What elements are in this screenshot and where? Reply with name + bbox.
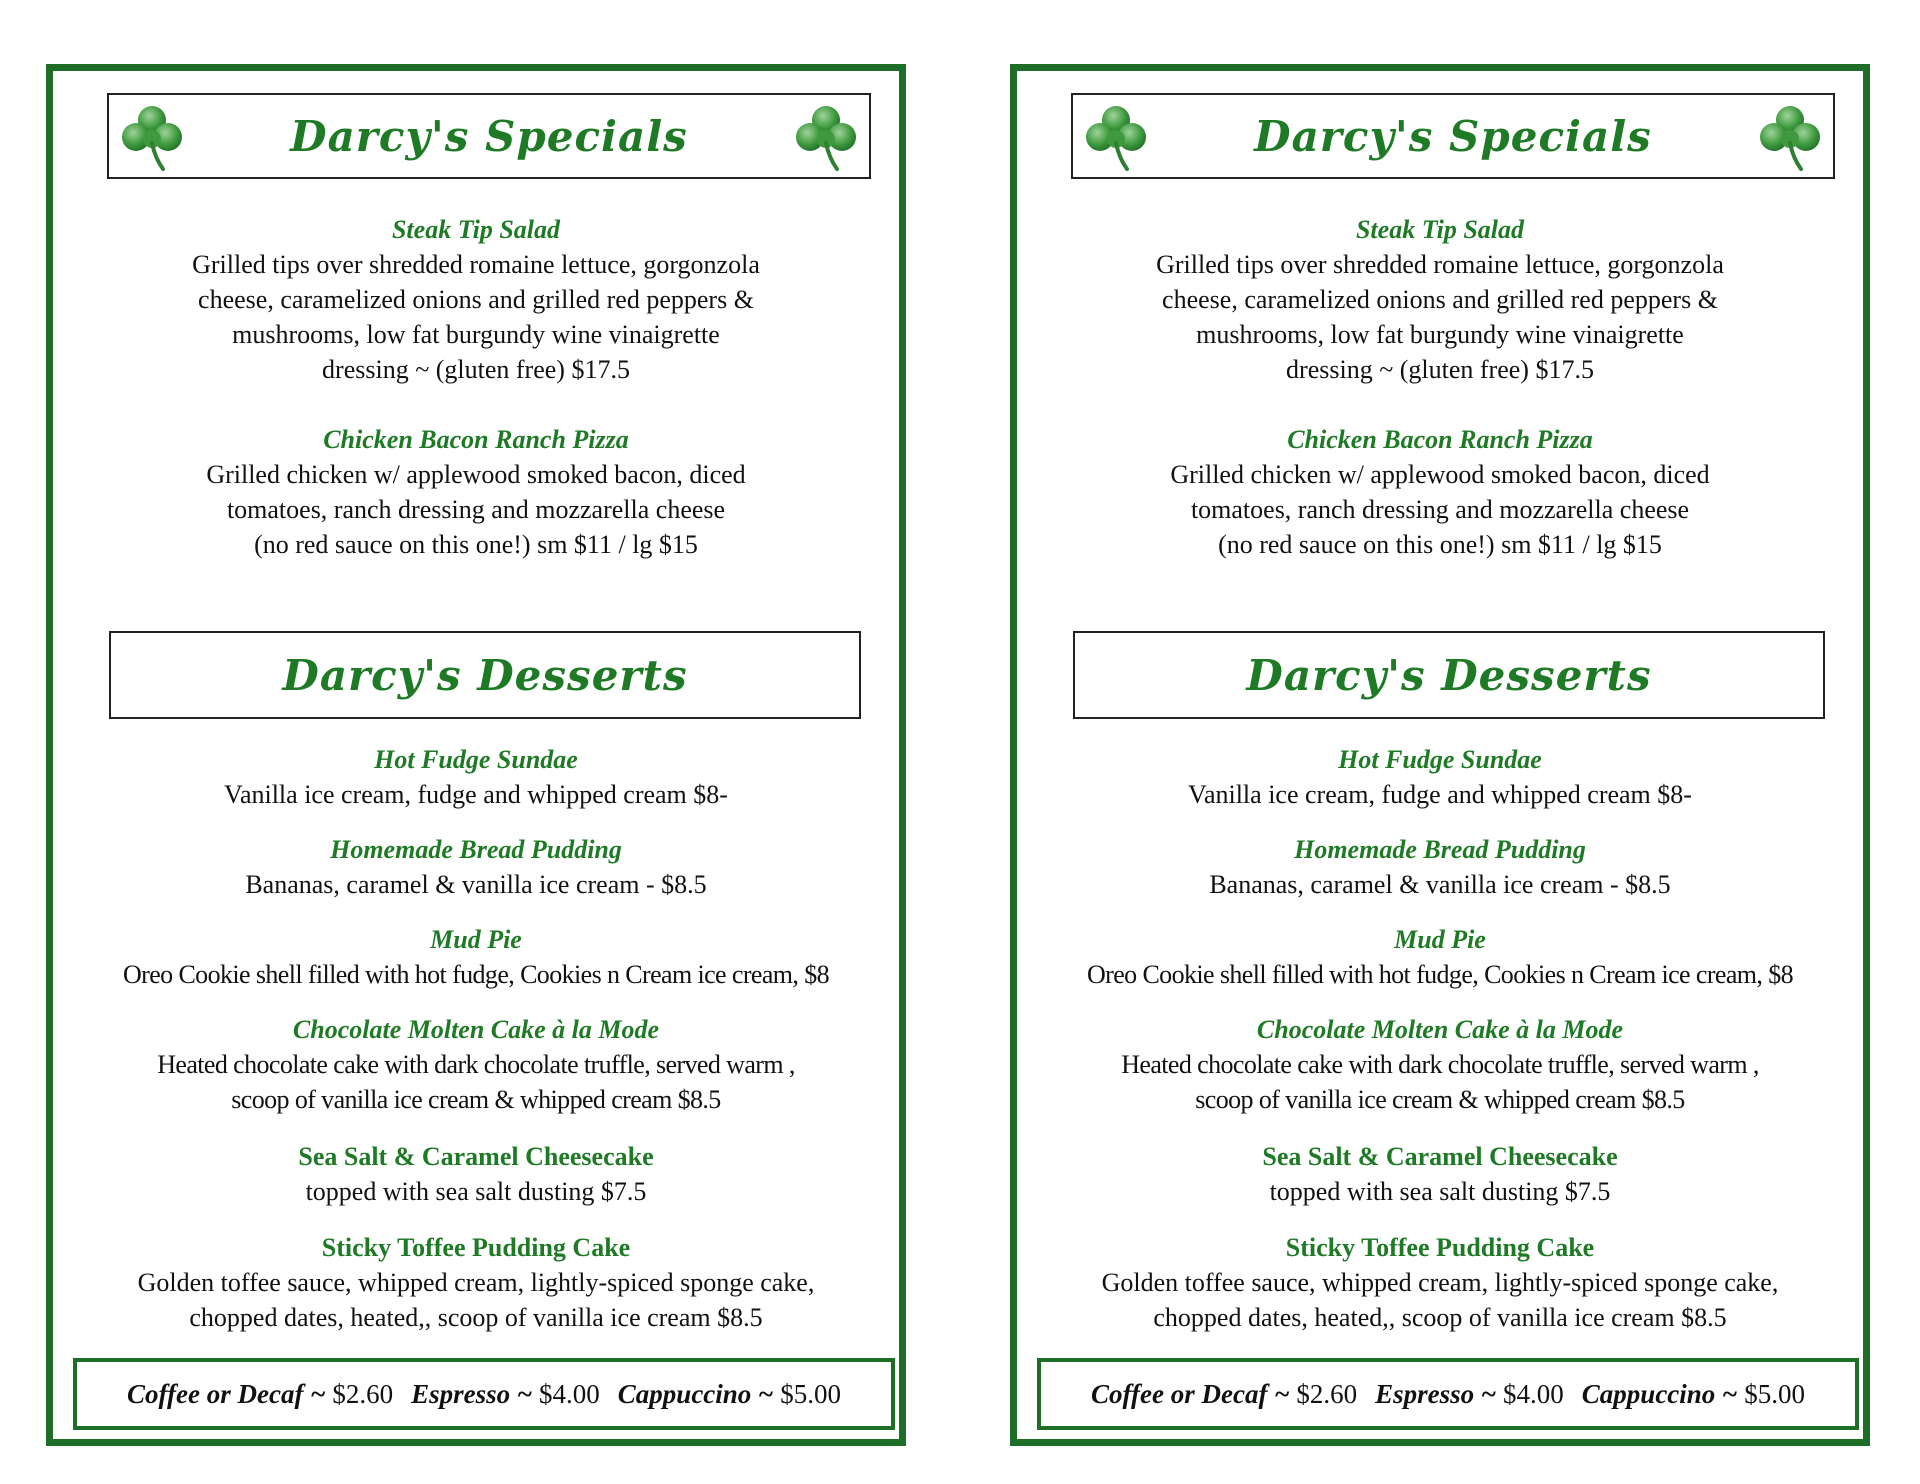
espresso-label: Espresso ~ xyxy=(411,1378,533,1409)
menu-panel-right xyxy=(1010,64,1870,1446)
menu-panel-left xyxy=(46,64,906,1446)
specials-title-box xyxy=(107,93,871,179)
dessert-item-name: Sticky Toffee Pudding Cake xyxy=(1285,1233,1595,1262)
dessert-item-name: Mud Pie xyxy=(430,925,522,954)
desserts-title: Darcy's Desserts xyxy=(1246,650,1652,700)
specials-item xyxy=(53,213,899,387)
specials-item xyxy=(1017,213,1863,387)
coffee-prices-box xyxy=(73,1358,895,1430)
dessert-item-desc: Bananas, caramel & vanilla ice cream - $8.5 xyxy=(1209,870,1671,899)
dessert-item-desc: Vanilla ice cream, fudge and whipped cream $8- xyxy=(224,780,728,809)
specials-item-name: Steak Tip Salad xyxy=(391,215,561,244)
specials-item-desc: Grilled chicken w/ applewood smoked bacon, diced tomatoes, ranch dressing and mozzarella cheese (no red sauce on this one!) sm $11 / lg $15 xyxy=(1170,460,1710,559)
dessert-item-desc: Heated chocolate cake with dark chocolate truffle, served warm , scoop of vanilla ice cream & whipped cream $8.5 xyxy=(157,1050,795,1114)
dessert-item-name: Mud Pie xyxy=(1394,925,1486,954)
dessert-item xyxy=(53,743,899,812)
dessert-item xyxy=(1017,923,1863,992)
specials-item-desc: Grilled tips over shredded romaine lettuce, gorgonzola cheese, caramelized onions and grilled red peppers & mushrooms, low fat burgundy wine vinaigrette dressing ~ (gluten free) $17.5 xyxy=(1156,250,1724,384)
specials-title-box xyxy=(1071,93,1835,179)
coffee-price: $2.60 xyxy=(332,1378,394,1409)
dessert-item-desc: Golden toffee sauce, whipped cream, lightly-spiced sponge cake, chopped dates, heated,, scoop of vanilla ice cream $8.5 xyxy=(1101,1268,1779,1332)
coffee-price: $2.60 xyxy=(1296,1378,1358,1409)
specials-item xyxy=(53,423,899,562)
dessert-item xyxy=(53,833,899,902)
cappuccino-label: Cappuccino ~ xyxy=(617,1378,774,1409)
dessert-item-desc: Bananas, caramel & vanilla ice cream - $8.5 xyxy=(245,870,707,899)
desserts-title-box xyxy=(109,631,861,719)
dessert-item-name: Chocolate Molten Cake à la Mode xyxy=(292,1015,660,1044)
dessert-item xyxy=(1017,833,1863,902)
dessert-item xyxy=(53,1140,899,1209)
coffee-label: Coffee or Decaf ~ xyxy=(127,1378,326,1409)
dessert-item-name: Homemade Bread Pudding xyxy=(1294,835,1586,864)
shamrock-icon xyxy=(793,103,859,173)
dessert-item-desc: Heated chocolate cake with dark chocolate truffle, served warm , scoop of vanilla ice cream & whipped cream $8.5 xyxy=(1121,1050,1759,1114)
dessert-item-desc: topped with sea salt dusting $7.5 xyxy=(1269,1177,1611,1206)
espresso-price: $4.00 xyxy=(1503,1378,1564,1409)
dessert-item-name: Chocolate Molten Cake à la Mode xyxy=(1256,1015,1624,1044)
dessert-item-name: Sea Salt & Caramel Cheesecake xyxy=(298,1142,654,1171)
dessert-item xyxy=(53,1013,899,1117)
dessert-item-desc: Vanilla ice cream, fudge and whipped cream $8- xyxy=(1188,780,1692,809)
espresso-price: $4.00 xyxy=(539,1378,600,1409)
shamrock-icon xyxy=(119,103,185,173)
specials-item xyxy=(1017,423,1863,562)
dessert-item-name: Hot Fudge Sundae xyxy=(1338,745,1542,774)
dessert-item xyxy=(1017,743,1863,812)
shamrock-icon xyxy=(1083,103,1149,173)
dessert-item xyxy=(1017,1140,1863,1209)
specials-item-name: Steak Tip Salad xyxy=(1355,215,1525,244)
dessert-item-desc: Oreo Cookie shell filled with hot fudge, Cookies n Cream ice cream, $8 xyxy=(1086,960,1794,989)
coffee-prices-box xyxy=(1037,1358,1859,1430)
dessert-item xyxy=(53,923,899,992)
cappuccino-price: $5.00 xyxy=(1744,1378,1805,1409)
dessert-item xyxy=(53,1231,899,1335)
espresso-label: Espresso ~ xyxy=(1375,1378,1497,1409)
dessert-item-desc: Golden toffee sauce, whipped cream, lightly-spiced sponge cake, chopped dates, heated,, scoop of vanilla ice cream $8.5 xyxy=(137,1268,815,1332)
dessert-item-name: Homemade Bread Pudding xyxy=(330,835,622,864)
desserts-title: Darcy's Desserts xyxy=(282,650,688,700)
dessert-item-name: Sticky Toffee Pudding Cake xyxy=(321,1233,631,1262)
dessert-item-name: Hot Fudge Sundae xyxy=(374,745,578,774)
specials-title: Darcy's Specials xyxy=(1254,111,1652,161)
specials-item-desc: Grilled chicken w/ applewood smoked bacon, diced tomatoes, ranch dressing and mozzarella cheese (no red sauce on this one!) sm $11 / lg $15 xyxy=(206,460,746,559)
specials-item-desc: Grilled tips over shredded romaine lettuce, gorgonzola cheese, caramelized onions and grilled red peppers & mushrooms, low fat burgundy wine vinaigrette dressing ~ (gluten free) $17.5 xyxy=(192,250,760,384)
specials-item-name: Chicken Bacon Ranch Pizza xyxy=(1287,425,1593,454)
desserts-title-box xyxy=(1073,631,1825,719)
coffee-label: Coffee or Decaf ~ xyxy=(1091,1378,1290,1409)
specials-title: Darcy's Specials xyxy=(290,111,688,161)
dessert-item xyxy=(1017,1231,1863,1335)
dessert-item xyxy=(1017,1013,1863,1117)
cappuccino-label: Cappuccino ~ xyxy=(1581,1378,1738,1409)
dessert-item-desc: topped with sea salt dusting $7.5 xyxy=(305,1177,647,1206)
shamrock-icon xyxy=(1757,103,1823,173)
dessert-item-name: Sea Salt & Caramel Cheesecake xyxy=(1262,1142,1618,1171)
cappuccino-price: $5.00 xyxy=(780,1378,841,1409)
dessert-item-desc: Oreo Cookie shell filled with hot fudge, Cookies n Cream ice cream, $8 xyxy=(122,960,830,989)
specials-item-name: Chicken Bacon Ranch Pizza xyxy=(323,425,629,454)
